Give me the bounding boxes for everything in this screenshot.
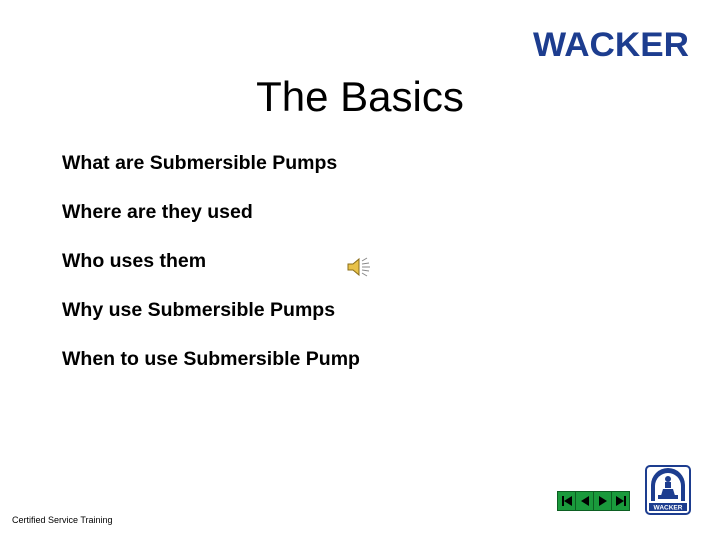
slide-title: The Basics	[256, 73, 464, 120]
logo-text: WACKER	[533, 27, 689, 61]
skip-back-icon	[561, 495, 573, 507]
first-slide-button[interactable]	[558, 492, 576, 510]
seal-text: WACKER	[653, 504, 683, 512]
triangle-left-icon	[579, 495, 591, 507]
footer-text: Certified Service Training	[12, 515, 113, 525]
skip-forward-icon	[615, 495, 627, 507]
bullet-item: Where are they used	[62, 201, 253, 223]
speaker-icon[interactable]	[346, 256, 372, 278]
next-slide-button[interactable]	[594, 492, 612, 510]
wacker-logo	[531, 27, 691, 61]
slide-navigation	[557, 491, 630, 511]
triangle-right-icon	[597, 495, 609, 507]
wacker-seal-icon	[645, 465, 691, 515]
previous-slide-button[interactable]	[576, 492, 594, 510]
bullet-item: Who uses them	[62, 250, 207, 272]
bullet-item: What are Submersible Pumps	[62, 152, 338, 174]
bullet-item: When to use Submersible Pump	[62, 348, 360, 370]
last-slide-button[interactable]	[612, 492, 629, 510]
bullet-list	[62, 148, 360, 393]
bullet-item: Why use Submersible Pumps	[62, 299, 336, 321]
